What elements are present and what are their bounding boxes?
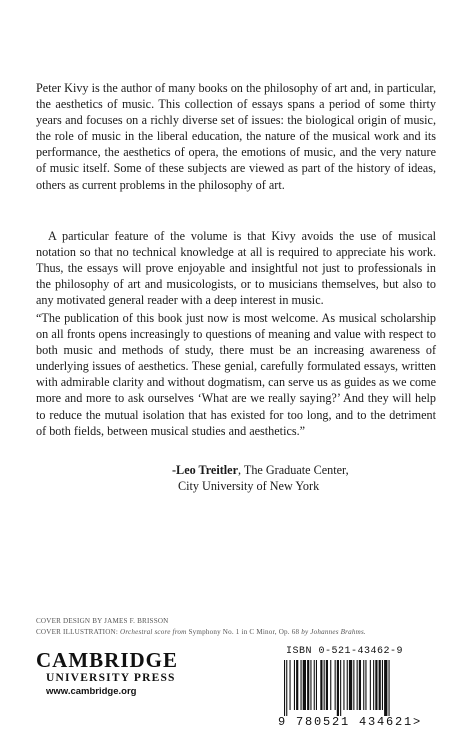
endorsement-attribution [172,462,442,495]
barcode-image [282,660,438,716]
endorsement-quote: “The publication of this book just now is most welcome. As musical scholarship on all fronts opens increasingly to questions of meaning and value with respect to both music and methods of study, there must be an increasing awareness of underlying issues of aesthetics. These genial, carefully formulated essays, written with admirable clarity and without dogmatism, can serve us as guides as we come more and more to ask ourselves ‘What are we really saying?’ And they will help to reduce the mutual isolation that has existed for too long, and to the detriment of both fields, between musical studies and aesthetics.” [36,311,436,438]
barcode-digits [278,715,438,729]
endorsement-affiliation-2: City University of New York [178,479,320,494]
barcode-bar [320,660,322,710]
barcode-bar [379,660,381,710]
barcode-bar [330,660,331,710]
barcode-bar [370,660,371,710]
barcode-bar [343,660,344,710]
barcode-bar [303,660,306,710]
barcode-bar [347,660,348,710]
barcode-bar [294,660,295,710]
barcode-bar [326,660,328,710]
illustration-work: Symphony No. 1 in C Minor, Op. 68 [188,628,300,636]
description-paragraph-1: Peter Kivy is the author of many books on the philosophy of art and, in particular, the aesthetics of music. This collection of essays spans a period of some thirty years and focuses on a richly diverse set of issues: the biological origin of music, the role of music in the liberal education, the nature of the musical work and its performance, the aesthetics of opera, the emotions of music, and the very nature of music itself. Some of these subjects are viewed as part of the history of ideas, others as current problems in the philosophy of art. [36,81,436,192]
cover-design-credit: COVER DESIGN BY JAMES F. BRISSON [36,617,169,625]
barcode-bar [340,660,341,716]
description-paragraph-2: A particular feature of the volume is that Kivy avoids the use of musical notation so that no technical knowledge at all is required to appreciate his work. Thus, the essays will prove enjoyable and insightful not just to professionals in the philosophy of art and musicologists, or to musicians themselves, but also to any motivated general reader with a deep interest in music. [36,229,436,308]
illustration-desc-1: Orchestral score from [120,628,187,636]
barcode-bar [349,660,352,710]
barcode-bar [301,660,302,710]
barcode-bar [307,660,309,710]
cover-credits [36,616,456,638]
barcode-bar [375,660,377,710]
publisher-press: UNIVERSITY PRESS [46,672,176,684]
barcode-bar [337,660,339,716]
barcode-bar [324,660,325,710]
barcode-bar [363,660,364,710]
publisher-url: www.cambridge.org [46,686,137,697]
publisher-logo [36,650,178,699]
barcode-bar [373,660,374,710]
barcode-bar [335,660,336,710]
endorsement-author: -Leo Treitler [172,463,238,477]
cover-illustration-credit [36,627,456,638]
isbn-label: ISBN 0-521-43462-9 [286,646,404,657]
barcode-bar [359,660,361,710]
barcode-number: 9 780521 434621 [278,715,414,729]
barcode-bar [357,660,358,710]
illustration-composer: by Johannes Brahms. [301,628,366,636]
endorsement-affiliation-1: , The Graduate Center, [238,463,349,477]
barcode-bar [389,660,390,716]
barcode-bar [310,660,311,710]
barcode-bar [353,660,354,710]
illustration-label: COVER ILLUSTRATION: [36,628,119,636]
barcode-bar [382,660,383,710]
barcode-bar [286,660,287,716]
barcode-quiet-mark: > [413,715,423,729]
barcode-bar [296,660,298,710]
barcode-bar [384,660,387,716]
barcode-bar [284,660,285,716]
barcode-bar [314,660,315,710]
publisher-name: CAMBRIDGE [36,648,179,672]
barcode-bar [316,660,317,710]
barcode-bar [365,660,366,710]
barcode-bar [290,660,291,710]
